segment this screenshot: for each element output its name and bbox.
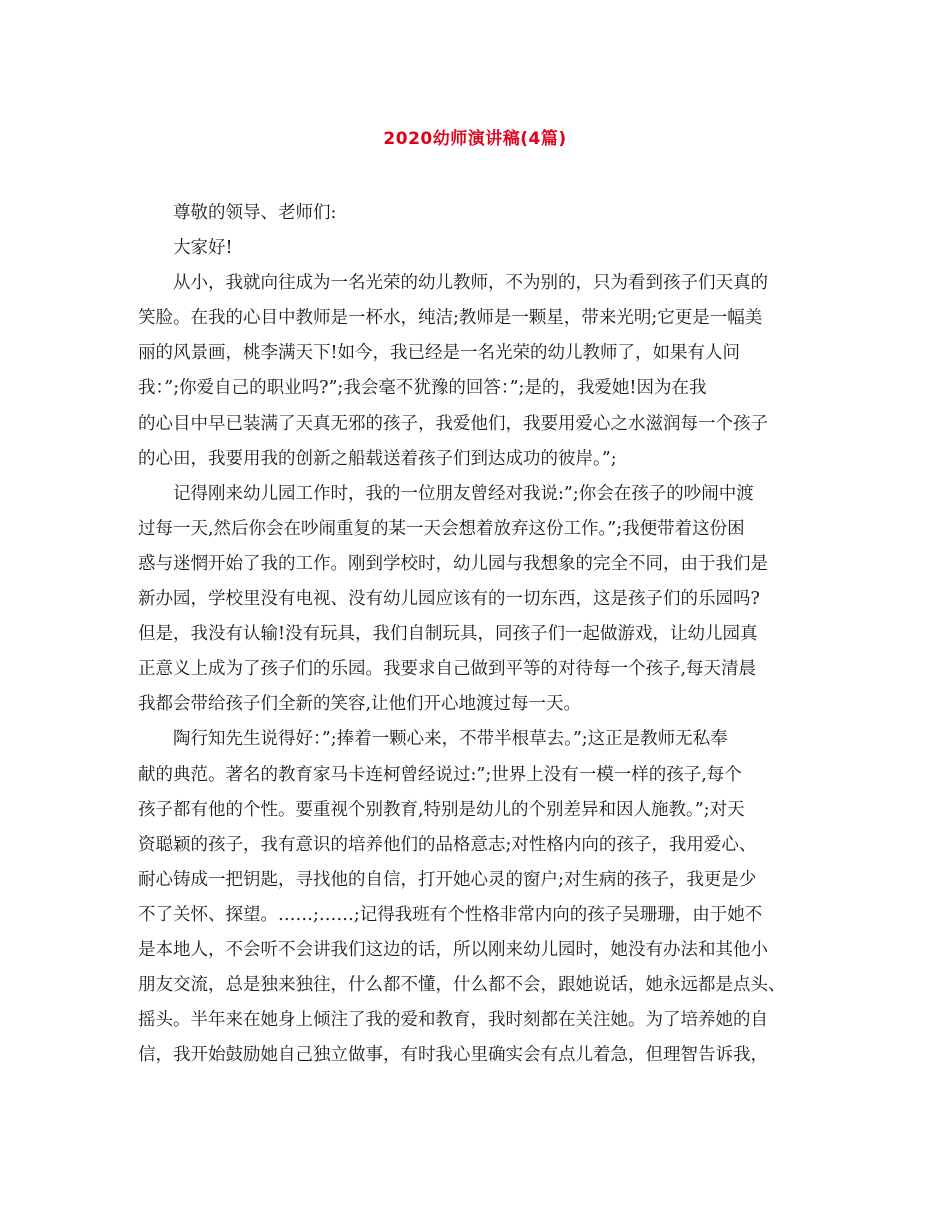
text-line: 信，我开始鼓励她自己独立做事，有时我心里确实会有点儿着急，但理智告诉我， xyxy=(138,1045,768,1066)
text-line: 献的典范。著名的教育家马卡连柯曾经说过:”;世界上没有一模一样的孩子,每个 xyxy=(138,764,742,785)
text-line: 的心田，我要用我的创新之船载送着孩子们到达成功的彼岸。”; xyxy=(138,448,617,469)
text-line: 记得刚来幼儿园工作时，我的一位朋友曾经对我说:”;你会在孩子的吵闹中渡 xyxy=(173,483,754,504)
text-line: 惑与迷惘开始了我的工作。刚到学校时，幼儿园与我想象的完全不同，由于我们是 xyxy=(138,553,768,574)
text-line: 我都会带给孩子们全新的笑容,让他们开心地渡过每一天。 xyxy=(138,694,582,715)
text-line: 孩子都有他的个性。要重视个别教育,特别是幼儿的个别差异和因人施教。”;对天 xyxy=(138,799,745,820)
text-line: 摇头。半年来在她身上倾注了我的爱和教育，我时刻都在关注她。为了培养她的自 xyxy=(138,1010,768,1031)
text-line: 朋友交流，总是独来独往，什么都不懂，什么都不会，跟她说话，她永远都是点头、 xyxy=(138,975,786,996)
text-line: 从小，我就向往成为一名光荣的幼儿教师，不为别的，只为看到孩子们天真的 xyxy=(173,273,768,294)
text-line: 丽的风景画，桃李满天下!如今，我已经是一名光荣的幼儿教师了，如果有人问 xyxy=(138,343,741,364)
text-line: 新办园，学校里没有电视、没有幼儿园应该有的一切东西，这是孩子们的乐园吗? xyxy=(138,589,760,610)
text-line: 正意义上成为了孩子们的乐园。我要求自己做到平等的对待每一个孩子,每天清晨 xyxy=(138,659,757,680)
document-body xyxy=(138,196,806,1073)
text-line: 我：”;你爱自己的职业吗?”;我会毫不犹豫的回答：”;是的，我爱她!因为在我 xyxy=(138,378,707,399)
text-line: 是本地人，不会听不会讲我们这边的话，所以刚来幼儿园时，她没有办法和其他小 xyxy=(138,939,768,960)
text-line: 耐心铸成一把钥匙，寻找他的自信，打开她心灵的窗户;对生病的孩子，我更是少 xyxy=(138,869,757,890)
text-line: 资聪颖的孩子，我有意识的培养他们的品格意志;对性格内向的孩子，我用爱心、 xyxy=(138,834,757,855)
text-line: 尊敬的领导、老师们: xyxy=(173,203,337,223)
text-line: 笑脸。在我的心目中教师是一杯水，纯洁;教师是一颗星，带来光明;它更是一幅美 xyxy=(138,308,763,329)
text-line: 不了关怀、探望。……;……;记得我班有个性格非常内向的孩子吴珊珊，由于她不 xyxy=(138,904,763,925)
text-line: 大家好! xyxy=(173,238,233,259)
text-line: 的心目中早已装满了天真无邪的孩子，我爱他们，我要用爱心之水滋润每一个孩子 xyxy=(138,413,768,434)
text-line: 但是，我没有认输!没有玩具，我们自制玩具，同孩子们一起做游戏，让幼儿园真 xyxy=(138,624,758,645)
document-title: 2020幼师演讲稿(4篇) xyxy=(383,129,567,149)
text-line: 过每一天,然后你会在吵闹重复的某一天会想着放弃这份工作。”;我便带着这份困 xyxy=(138,518,745,539)
text-line: 陶行知先生说得好：”;捧着一颗心来，不带半根草去。”;这正是教师无私奉 xyxy=(173,729,728,750)
